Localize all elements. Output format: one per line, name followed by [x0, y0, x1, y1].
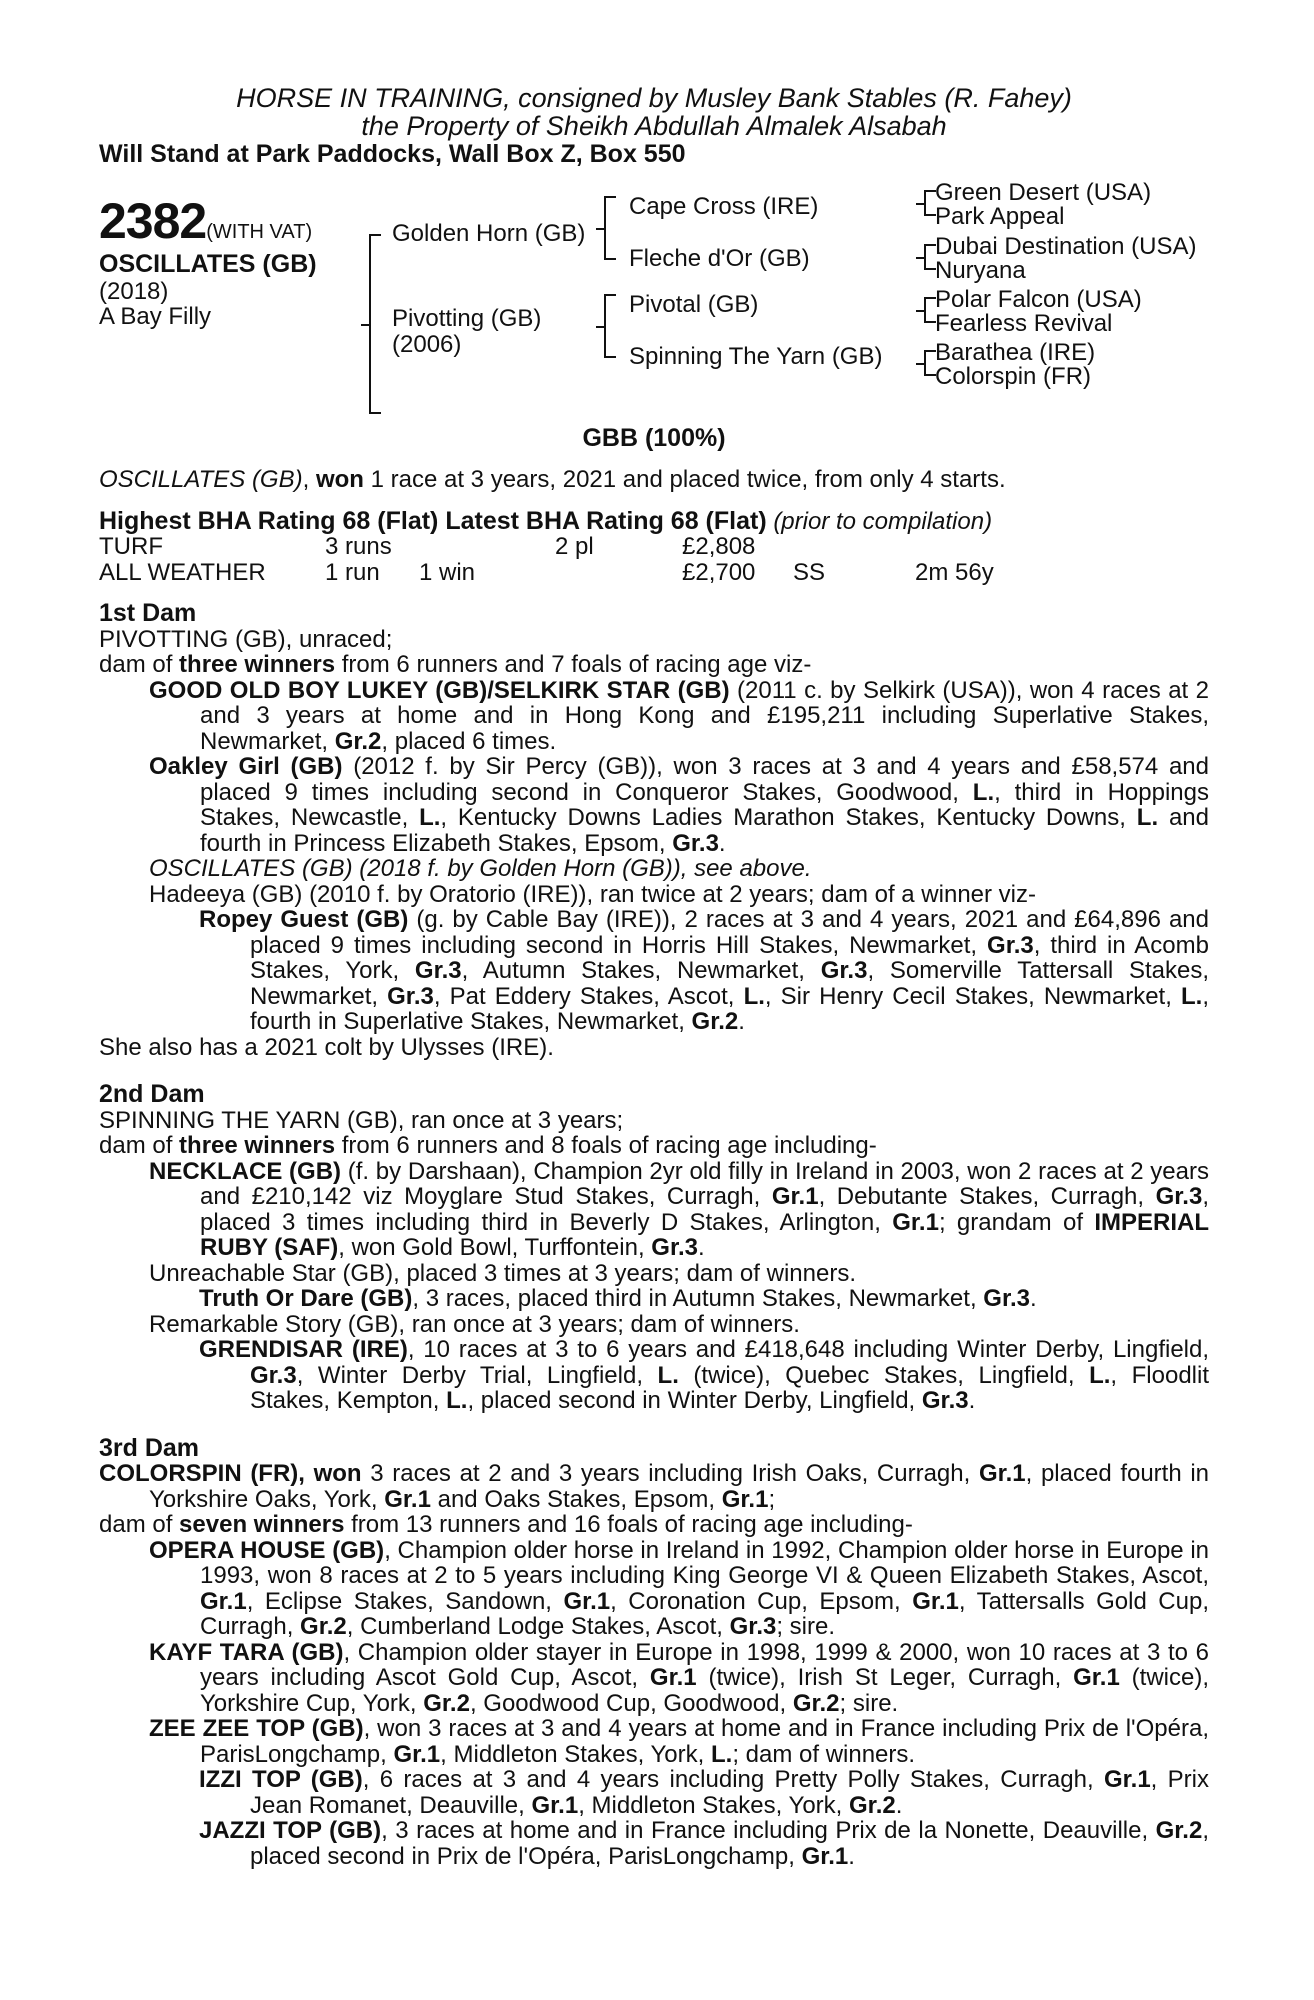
first-dam-produce-1: GOOD OLD BOY LUKEY (GB)/SELKIRK STAR (GB) (2011 c. by Selkirk (USA)), won 4 races at 2 and 3 years at home and in Hong Kong and £195,211 including Superlative Stakes, Newmarket, Gr.2, placed 6 times. [149, 676, 1209, 755]
first-dam-produce-2: Oakley Girl (GB) (2012 f. by Sir Percy (GB)), won 3 races at 3 and 4 years and £58,574 and placed 9 times including second in Conqueror Stakes, Goodwood, L., third in Hoppings Stakes, Newcastle, L., Kentucky Downs Ladies Marathon Stakes, Kentucky Downs, L. and fourth in Princess Elizabeth Stakes, Epsom, Gr.3. [149, 753, 1210, 857]
second-dam-produce-2: Unreachable Star (GB), placed 3 times at 3 years; dam of winners. [149, 1259, 856, 1287]
bha-rating: Highest BHA Rating 68 (Flat) Latest BHA Rating 68 (Flat) (prior to compilation) [99, 506, 993, 535]
first-dam-grandproduce-1: Ropey Guest (GB) (g. by Cable Bay (IRE)), 2 races at 3 and 4 years, 2021 and £64,896 and placed 9 times including second in Horris Hill Stakes, Newmarket, Gr.3, third in Acomb Stakes, York, Gr.3, Autumn Stakes, Newmarket, Gr.3, Somerville Tattersall Stakes, Newmarket, Gr.3, Pat Eddery Stakes, Ascot, L., Sir Henry Cecil Stakes, Newmarket, L., fourth in Superlative Stakes, Newmarket, Gr.2. [199, 906, 1210, 1035]
horse-name: OSCILLATES (GB) [99, 249, 317, 278]
dam-sire: Pivotal (GB) [629, 290, 759, 318]
pedigree-brace-dam [604, 294, 616, 358]
record-row-aw: ALL WEATHER 1 run 1 win £2,700 SS 2m 56y [99, 559, 994, 586]
second-dam-name: SPINNING THE YARN (GB), ran once at 3 years; [99, 1106, 624, 1134]
third-dam-name: COLORSPIN (FR), won 3 races at 2 and 3 years including Irish Oaks, Curragh, Gr.1, placed fourth in Yorkshire Oaks, York, Gr.1 and Oaks Stakes, Epsom, Gr.1; [99, 1460, 1210, 1513]
dam-sire-sire: Polar Falcon (USA) [935, 285, 1142, 313]
sire-sire: Cape Cross (IRE) [629, 192, 819, 220]
dam-dam-sire: Barathea (IRE) [935, 338, 1096, 366]
third-dam-produce-2: KAYF TARA (GB), Champion older stayer in Europe in 1998, 1999 & 2000, won 10 races at 3 to 6 years including Ascot Gold Cup, Ascot, Gr.1 (twice), Irish St Leger, Curragh, Gr.1 (twice), Yorkshire Cup, York, Gr.2, Goodwood Cup, Goodwood, Gr.2; sire. [149, 1638, 1209, 1717]
sire-dam: Fleche d'Or (GB) [629, 244, 810, 272]
first-dam-heading: 1st Dam [99, 599, 197, 627]
dam-year: (2006) [392, 330, 462, 358]
pedigree-brace-sire [604, 196, 616, 260]
third-dam-summary: dam of seven winners from 13 runners and 16 foals of racing age including- [99, 1511, 913, 1538]
sire-dam-dam: Nuryana [935, 256, 1026, 284]
third-dam-grandproduce-1: IZZI TOP (GB), 6 races at 3 and 4 years including Pretty Polly Stakes, Curragh, Gr.1, Prix Jean Romanet, Deauville, Gr.1, Middleton Stakes, York, Gr.2. [199, 1766, 1209, 1819]
pedigree-brace-main [369, 234, 381, 414]
foaling-year: (2018) [99, 277, 169, 305]
dam-sire-dam: Fearless Revival [935, 309, 1113, 337]
horse-description: A Bay Filly [99, 302, 212, 330]
first-dam-name: PIVOTTING (GB), unraced; [99, 625, 393, 653]
record-row-turf: TURF 3 runs 2 pl £2,808 [99, 533, 756, 560]
second-dam-produce-1: NECKLACE (GB) (f. by Darshaan), Champion 2yr old filly in Ireland in 2003, won 2 races at 2 years and £210,142 viz Moyglare Stud Stakes, Curragh, Gr.1, Debutante Stakes, Curragh, Gr.3, placed 3 times including third in Beverly D Stakes, Arlington, Gr.1; grandam of IMPERIAL RUBY (SAF), won Gold Bowl, Turffontein, Gr.3. [149, 1157, 1209, 1261]
sire-sire-sire: Green Desert (USA) [935, 178, 1152, 206]
stand-location: Will Stand at Park Paddocks, Wall Box Z, Box 550 [99, 140, 686, 168]
pedigree-block [99, 178, 1209, 414]
first-dam-produce-3: OSCILLATES (GB) (2018 f. by Golden Horn (GB)), see above. [149, 855, 812, 882]
dam: Pivotting (GB) [392, 304, 542, 332]
second-dam-produce-3: Remarkable Story (GB), ran once at 3 years; dam of winners. [149, 1310, 800, 1338]
breeding-percentage: GBB (100%) [582, 423, 726, 452]
lot-number: 2382(WITH VAT) [99, 192, 313, 249]
second-dam-summary: dam of three winners from 6 runners and 8 foals of racing age including- [99, 1132, 877, 1159]
second-dam-heading: 2nd Dam [99, 1080, 205, 1108]
catalogue-page [99, 84, 1209, 1869]
third-dam-grandproduce-2: JAZZI TOP (GB), 3 races at home and in France including Prix de la Nonette, Deauville, Gr.2, placed second in Prix de l'Opéra, ParisLongchamp, Gr.1. [199, 1817, 1209, 1870]
third-dam-produce-3: ZEE ZEE TOP (GB), won 3 races at 3 and 4 years at home and in France including Prix de l'Opéra, ParisLongchamp, Gr.1, Middleton Stakes, York, L.; dam of winners. [149, 1715, 1210, 1768]
consignor-line: HORSE IN TRAINING, consigned by Musley Bank Stables (R. Fahey) [236, 83, 1072, 113]
third-dam-heading: 3rd Dam [99, 1433, 200, 1462]
dam-dam: Spinning The Yarn (GB) [629, 342, 883, 370]
race-summary: OSCILLATES (GB), won 1 race at 3 years, 2021 and placed twice, from only 4 starts. [99, 466, 1006, 493]
sire-sire-dam: Park Appeal [935, 202, 1065, 230]
first-dam-note: She also has a 2021 colt by Ulysses (IRE). [99, 1033, 554, 1061]
sire: Golden Horn (GB) [392, 219, 586, 247]
second-dam-grandproduce-2: GRENDISAR (IRE), 10 races at 3 to 6 years and £418,648 including Winter Derby, Lingfield, Gr.3, Winter Derby Trial, Lingfield, L. (twice), Quebec Stakes, Lingfield, L., Floodlit Stakes, Kempton, L., placed second in Winter Derby, Lingfield, Gr.3. [199, 1336, 1210, 1414]
dam-dam-dam: Colorspin (FR) [935, 362, 1092, 390]
first-dam-summary: dam of three winners from 6 runners and 7 foals of racing age viz- [99, 651, 812, 678]
first-dam-produce-4: Hadeeya (GB) (2010 f. by Oratorio (IRE)), ran twice at 2 years; dam of a winner viz- [149, 880, 1036, 908]
vat-label: (WITH VAT) [206, 220, 313, 243]
second-dam-grandproduce-1: Truth Or Dare (GB), 3 races, placed third in Autumn Stakes, Newmarket, Gr.3. [199, 1285, 1037, 1312]
owner-line: the Property of Sheikh Abdullah Almalek Alsabah [361, 111, 947, 141]
third-dam-produce-1: OPERA HOUSE (GB), Champion older horse in Ireland in 1992, Champion older horse in Europe in 1993, won 8 races at 2 to 5 years including King George VI & Queen Elizabeth Stakes, Ascot, Gr.1, Eclipse Stakes, Sandown, Gr.1, Coronation Cup, Epsom, Gr.1, Tattersalls Gold Cup, Curragh, Gr.2, Cumberland Lodge Stakes, Ascot, Gr.3; sire. [149, 1536, 1210, 1640]
sire-dam-sire: Dubai Destination (USA) [935, 232, 1197, 260]
